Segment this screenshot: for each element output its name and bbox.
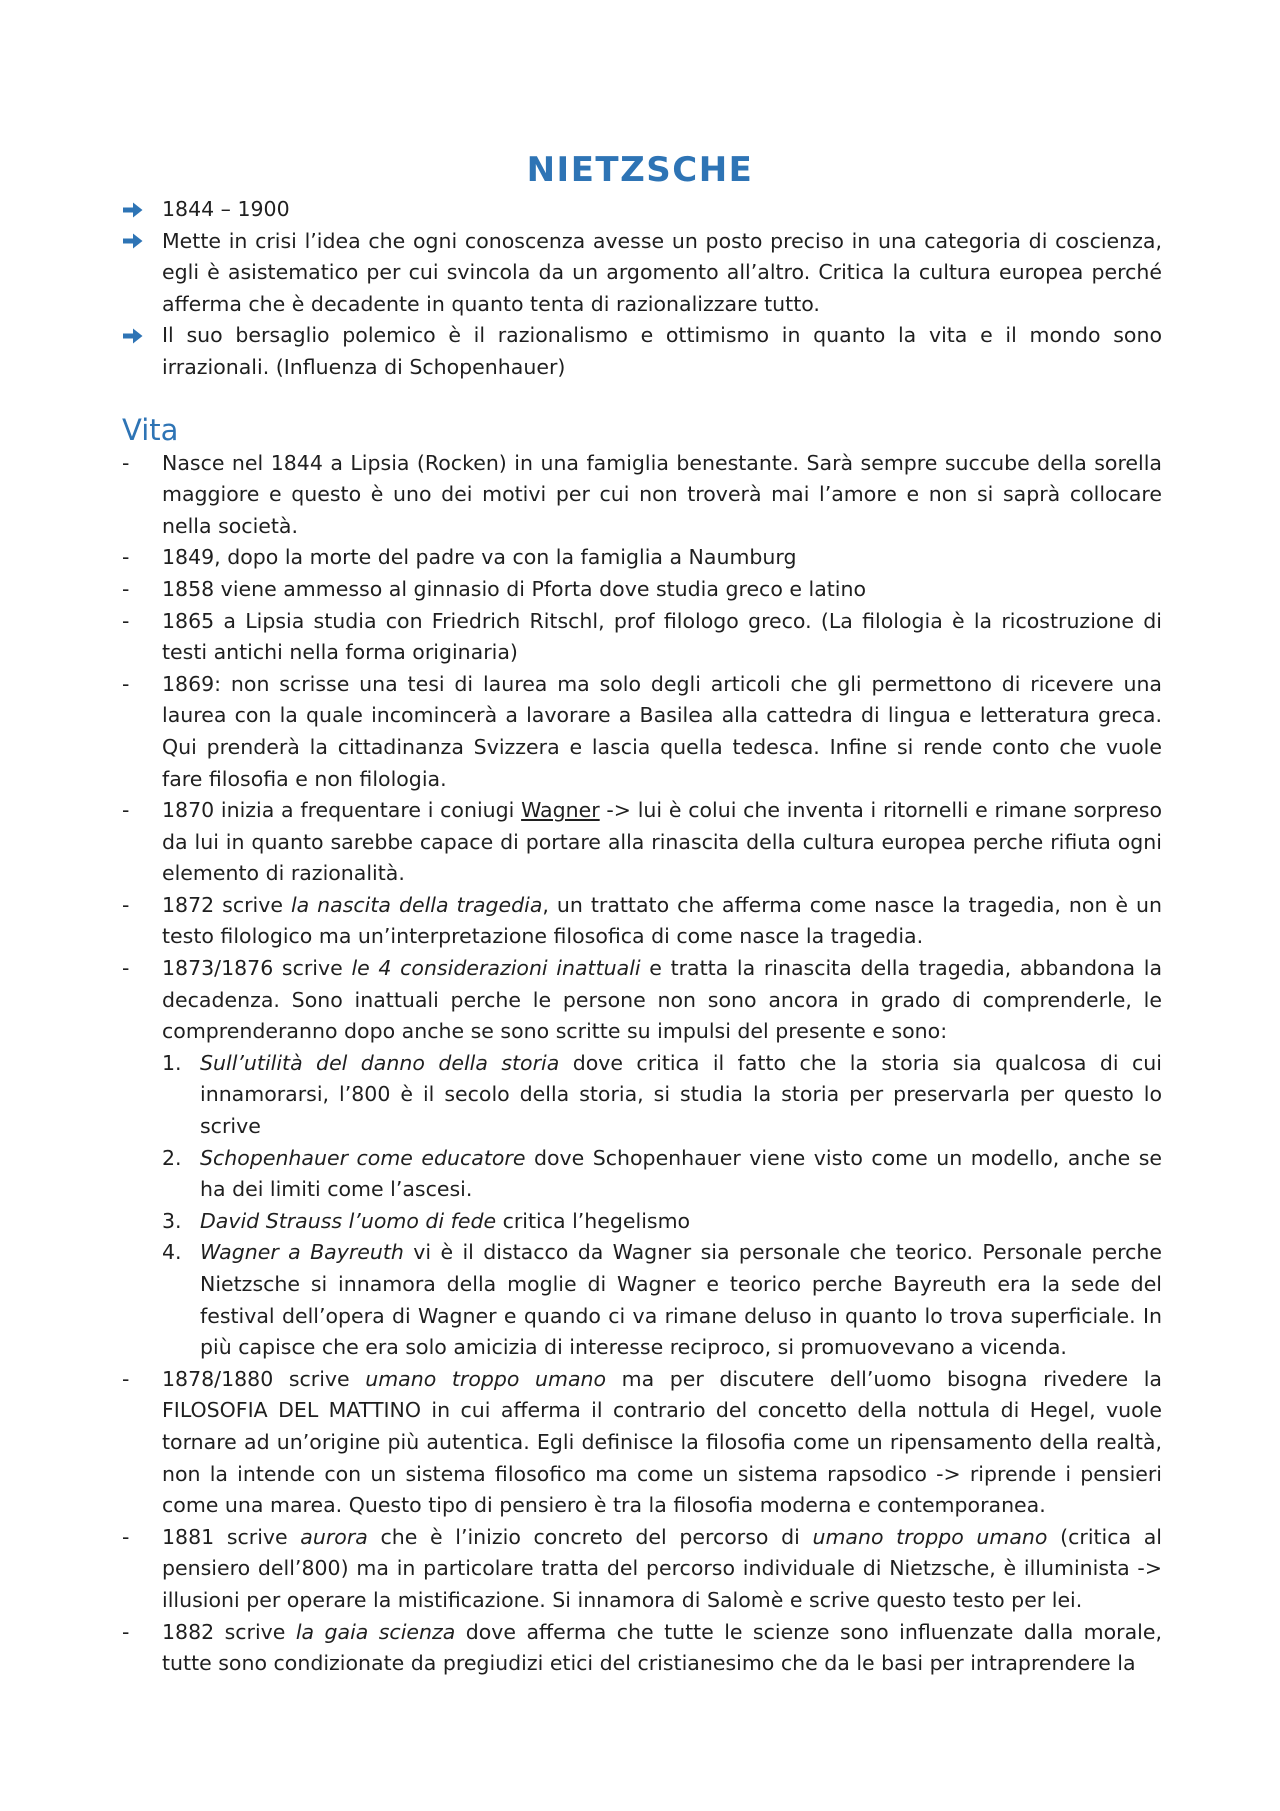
numbered-item <box>122 1048 1162 1143</box>
dash-bullet: - <box>122 956 130 981</box>
list-item <box>122 1364 1162 1522</box>
text-run: 1881 scrive <box>162 1524 301 1549</box>
text-run: 1873/1876 scrive <box>162 956 352 981</box>
book-title: aurora <box>300 1524 368 1549</box>
intro-text: 1844 – 1900 <box>162 197 290 221</box>
text-run: vi è il distacco da Wagner sia personale che teorico. Personale perche Nietzsche si innamora della moglie di Wagner e teorico perche Bayreuth era la sede del festival dell’opera di Wagner e quando ci va rimane deluso in quanto lo trova superficiale. In più capisce che era solo amicizia di interesse reciproco, si promuovevano a vicenda. <box>200 1240 1162 1360</box>
text-run: (critica al pensiero dell’800) ma in particolare tratta del percorso individuale di Nietzsche, è illuminista -> illusioni per operare la mistificazione. Si innamora di Salomè e scrive questo testo per lei. <box>162 1524 1162 1612</box>
book-title: la gaia scienza <box>295 1619 456 1644</box>
text-run: 1872 scrive <box>162 892 291 917</box>
dash-bullet: - <box>122 545 130 570</box>
list-item-text <box>162 798 1162 885</box>
list-item-text: 1865 a Lipsia studia con Friedrich Ritschl, prof filologo greco. (La filologia è la ricostruzione di testi antichi nella forma originaria) <box>162 608 1162 665</box>
intro-text: Il suo bersaglio polemico è il razionalismo e ottimismo in quanto la vita e il mondo sono irrazionali. (Influenza di Schopenhauer) <box>162 323 1162 379</box>
intro-item <box>122 320 1162 383</box>
list-item <box>122 542 1162 574</box>
text-run: -> lui è colui che inventa i ritornelli e rimane sorpreso da lui in quanto sarebbe capace di portare alla rinascita della cultura europea perche rifiuta ogni elemento di razionalità. <box>162 798 1162 886</box>
list-item <box>122 953 1162 1048</box>
book-title: umano troppo umano <box>365 1366 607 1391</box>
text-run: 1878/1880 scrive <box>162 1366 366 1391</box>
list-item-text: 1849, dopo la morte del padre va con la famiglia a Naumburg <box>162 545 797 570</box>
dash-bullet: - <box>122 892 130 917</box>
text-run: ma per discutere dell’uomo bisogna rivedere la FILOSOFIA DEL MATTINO in cui afferma il contrario del concetto della nottula di Hegel, vuole tornare ad un’origine più autentica. Egli definisce la filosofia come un ripensamento della realtà, non la intende con un sistema filosofico ma come un sistema rapsodico -> riprende i pensieri come una marea. Questo tipo di pensiero è tra la filosofia moderna e contemporanea. <box>162 1366 1162 1518</box>
numbered-item <box>122 1143 1162 1206</box>
item-number: 2. <box>162 1145 182 1170</box>
list-item <box>122 1522 1162 1617</box>
list-item-text <box>162 956 1162 1043</box>
list-item <box>122 795 1162 890</box>
text-run: che è l’inizio concreto del percorso di <box>367 1524 813 1549</box>
intro-text: Mette in crisi l’idea che ogni conoscenza avesse un posto preciso in una categoria di coscienza, egli è asistematico per cui svincola da un argomento all’altro. Critica la cultura europea perché afferma che è decadente in quanto tenta di razionalizzare tutto. <box>162 228 1162 316</box>
section-heading-vita: Vita <box>122 412 179 447</box>
numbered-item <box>122 1237 1162 1363</box>
text-run: dove afferma che tutte le scienze sono influenzate dalla morale, tutte sono condizionate da pregiudizi etici del cristianesimo che da le basi per intraprendere la <box>162 1619 1162 1676</box>
dash-bullet: - <box>122 798 130 823</box>
list-item-text: 1869: non scrisse una tesi di laurea ma solo degli articoli che gli permettono di ricevere una laurea con la quale incomincerà a lavorare a Basilea alla cattedra di lingua e letteratura greca. Qui prenderà la cittadinanza Svizzera e lascia quella tedesca. Infine si rende conto che vuole fare filosofia e non filologia. <box>162 671 1162 791</box>
intro-item <box>122 194 1162 226</box>
item-number: 3. <box>162 1208 182 1233</box>
page-title: NIETZSCHE <box>526 150 754 190</box>
list-item <box>122 890 1162 953</box>
list-item-text <box>162 1620 1162 1676</box>
book-title: le 4 considerazioni inattuali <box>351 956 641 981</box>
book-title: Schopenhauer come educatore <box>200 1145 526 1170</box>
text-run: 1882 scrive <box>162 1619 296 1644</box>
right-arrow-icon <box>122 194 152 226</box>
list-item-text <box>162 893 1162 949</box>
text-run: 1870 inizia a frequentare i coniugi <box>162 798 522 823</box>
right-arrow-icon <box>122 320 152 352</box>
dash-bullet: - <box>122 1366 130 1391</box>
book-title: la nascita della tragedia <box>290 892 543 917</box>
dash-bullet: - <box>122 1524 130 1549</box>
list-item <box>122 448 1162 543</box>
list-item <box>122 606 1162 669</box>
book-title: Sull’utilità del danno della storia <box>200 1050 560 1075</box>
list-item <box>122 1617 1162 1680</box>
list-item <box>122 574 1162 606</box>
book-title: Wagner a Bayreuth <box>200 1240 404 1265</box>
list-item-text <box>162 1367 1162 1517</box>
text-run: critica l’hegelismo <box>496 1208 691 1233</box>
dash-bullet: - <box>122 608 130 633</box>
document-body <box>122 194 1162 1680</box>
list-item-text <box>162 1525 1162 1612</box>
text-run: e tratta la rinascita della tragedia, abbandona la decadenza. Sono inattuali perche le persone non sono ancora in grado di comprenderle, le comprenderanno dopo anche se sono scritte su impulsi del presente e sono: <box>162 956 1163 1044</box>
text-run: dove critica il fatto che la storia sia qualcosa di cui innamorarsi, l’800 è il secolo della storia, si studia la storia per preservarla per questo lo scrive <box>200 1050 1162 1139</box>
dash-bullet: - <box>122 671 130 696</box>
list-item <box>122 669 1162 795</box>
book-title: umano troppo umano <box>812 1524 1048 1549</box>
book-title: David Strauss l’uomo di fede <box>200 1208 497 1233</box>
item-number: 4. <box>162 1240 182 1265</box>
item-number: 1. <box>162 1050 182 1075</box>
list-item-text: Nasce nel 1844 a Lipsia (Rocken) in una famiglia benestante. Sarà sempre succube della sorella maggiore e questo è uno dei motivi per cui non troverà mai l’amore e non si saprà collocare nella società. <box>162 450 1162 538</box>
right-arrow-icon <box>122 226 152 258</box>
dash-bullet: - <box>122 576 130 601</box>
intro-item <box>122 226 1162 321</box>
text-run: , un trattato che afferma come nasce la tragedia, non è un testo filologico ma un’interpretazione filosofica di come nasce la tragedia. <box>162 892 1162 949</box>
numbered-item <box>122 1206 1162 1238</box>
dash-bullet: - <box>122 1619 130 1644</box>
dash-bullet: - <box>122 450 130 475</box>
list-item-text: 1858 viene ammesso al ginnasio di Pforta dove studia greco e latino <box>162 576 867 601</box>
underlined-name: Wagner <box>521 798 600 823</box>
text-run: dove Schopenhauer viene visto come un modello, anche se ha dei limiti come l’ascesi. <box>200 1145 1162 1202</box>
